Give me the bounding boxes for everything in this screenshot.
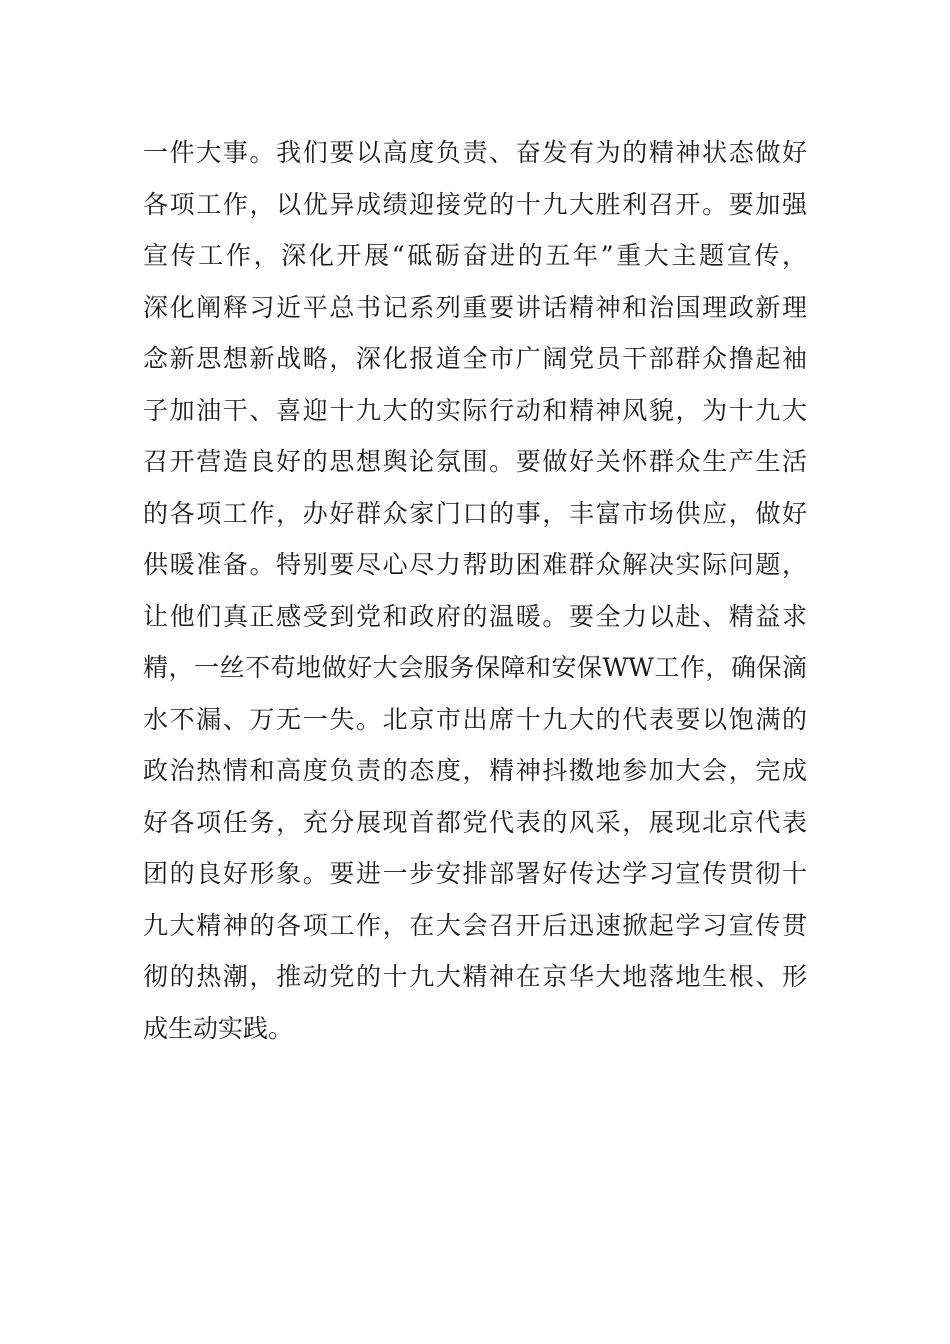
paragraph-line: 成生动实践。 bbox=[143, 1013, 294, 1043]
paragraph-line: 精，一丝不苟地做好大会服务保障和安保WW工作，确保滴 bbox=[143, 653, 807, 682]
paragraph-line: 子加油干、喜迎十九大的实际行动和精神风貌，为十九大 bbox=[143, 395, 807, 425]
paragraph-line: 的各项工作，办好群众家门口的事，丰富市场供应，做好 bbox=[143, 498, 807, 528]
paragraph-line: 好各项任务，充分展现首都党代表的风采，展现北京代表 bbox=[143, 807, 807, 837]
paragraph-line: 团的良好形象。要进一步安排部署好传达学习宣传贯彻十 bbox=[143, 859, 807, 888]
paragraph-line: 宣传工作，深化开展“砥砺奋进的五年”重大主题宣传， bbox=[143, 241, 807, 270]
paragraph-line: 水不漏、万无一失。北京市出席十九大的代表要以饱满的 bbox=[143, 704, 807, 734]
paragraph-line: 各项工作，以优异成绩迎接党的十九大胜利召开。要加强 bbox=[143, 189, 807, 219]
paragraph-line: 深化阐释习近平总书记系列重要讲话精神和治国理政新理 bbox=[143, 292, 807, 322]
paragraph-line: 九大精神的各项工作，在大会召开后迅速掀起学习宣传贯 bbox=[143, 910, 807, 940]
paragraph-line: 念新思想新战略，深化报道全市广阔党员干部群众撸起袖 bbox=[143, 344, 807, 373]
paragraph-line: 政治热情和高度负责的态度，精神抖擞地参加大会，完成 bbox=[143, 756, 807, 785]
paragraph-line: 一件大事。我们要以高度负责、奋发有为的精神状态做好 bbox=[143, 138, 807, 167]
paragraph-line: 彻的热潮，推动党的十九大精神在京华大地落地生根、形 bbox=[143, 962, 807, 991]
paragraph-line: 召开营造良好的思想舆论氛围。要做好关怀群众生产生活 bbox=[143, 447, 807, 476]
paragraph-line: 让他们真正感受到党和政府的温暖。要全力以赴、精益求 bbox=[143, 601, 807, 631]
body-paragraph bbox=[143, 127, 807, 1054]
paragraph-line: 供暖准备。特别要尽心尽力帮助困难群众解决实际问题， bbox=[143, 550, 807, 579]
